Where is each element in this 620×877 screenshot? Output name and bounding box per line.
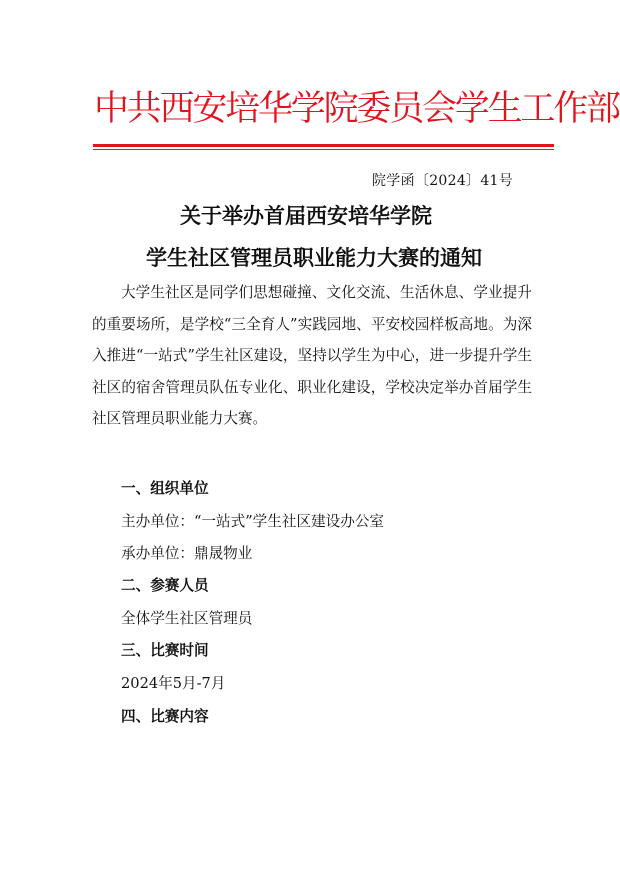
section-heading-time: 三、比赛时间 bbox=[121, 642, 209, 659]
section-heading-participants: 二、参赛人员 bbox=[121, 577, 209, 594]
competition-time-line: 2024年5月-7月 bbox=[121, 675, 226, 692]
organization-header: 中共西安培华学院委员会学生工作部 bbox=[94, 89, 619, 129]
document-number: 院学函〔2024〕41号 bbox=[372, 173, 514, 189]
section-heading-organizer: 一、组织单位 bbox=[121, 480, 209, 497]
organizer-unit-line: 承办单位：鼎晟物业 bbox=[121, 545, 253, 562]
header-divider-thick bbox=[93, 144, 554, 147]
document-title-line-1: 关于举办首届西安培华学院 bbox=[180, 204, 432, 228]
participants-line: 全体学生社区管理员 bbox=[121, 610, 253, 627]
host-unit-line: 主办单位：“一站式”学生社区建设办公室 bbox=[121, 513, 385, 530]
header-divider-thin bbox=[93, 149, 554, 150]
intro-paragraph: 大学生社区是同学们思想碰撞、文化交流、生活休息、学业提升的重要场所，是学校“三全育人”实践园地、平安校园样板高地。为深入推进“一站式”学生社区建设，坚持以学生为中心，进一步提升学生社区的宿舍管理员队伍专业化、职业化建设，学校决定举办首届学生社区管理员职业能力大赛。 bbox=[92, 284, 532, 427]
section-heading-content: 四、比赛内容 bbox=[121, 708, 209, 725]
document-title-line-2: 学生社区管理员职业能力大赛的通知 bbox=[146, 246, 482, 270]
